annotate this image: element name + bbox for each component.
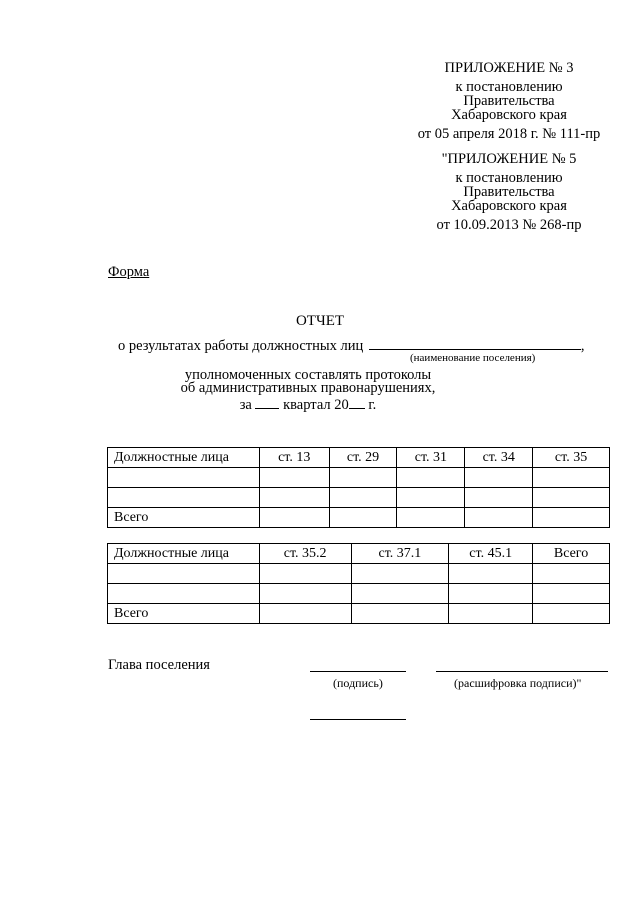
- table-row: [108, 584, 610, 604]
- table-cell[interactable]: [259, 468, 329, 488]
- signature-decode-line[interactable]: [436, 671, 608, 672]
- total-label: Всего: [108, 508, 260, 528]
- table-cell[interactable]: [465, 488, 533, 508]
- column-header: ст. 13: [259, 448, 329, 468]
- table-cell[interactable]: [259, 584, 351, 604]
- table-cell[interactable]: [259, 604, 351, 624]
- table-cell[interactable]: [259, 488, 329, 508]
- table-cell[interactable]: [351, 564, 449, 584]
- signature-decode-caption: (расшифровка подписи)": [454, 676, 582, 690]
- appendix-5-line2: Правительства: [463, 184, 555, 200]
- table-cell[interactable]: [108, 468, 260, 488]
- appendix-5-line3: Хабаровского края: [451, 198, 567, 214]
- appendix-3-line4: от 05 апреля 2018 г. № 111-пр: [417, 126, 601, 142]
- settlement-name-blank[interactable]: [369, 337, 581, 350]
- report-line-1-text: о результатах работы должностных лиц: [118, 338, 364, 354]
- table-cell[interactable]: [108, 564, 260, 584]
- table-cell[interactable]: [533, 584, 610, 604]
- report-line-4-for: за: [239, 397, 252, 413]
- column-header: ст. 37.1: [351, 544, 449, 564]
- table-cell[interactable]: [397, 508, 465, 528]
- table-row: [108, 468, 610, 488]
- quarter-blank[interactable]: [255, 397, 279, 409]
- table-cell[interactable]: [449, 604, 533, 624]
- appendix-5-title: "ПРИЛОЖЕНИЕ № 5: [441, 151, 577, 167]
- year-blank[interactable]: [349, 397, 365, 409]
- appendix-3-title: ПРИЛОЖЕНИЕ № 3: [444, 60, 574, 76]
- table-cell[interactable]: [397, 488, 465, 508]
- table-cell[interactable]: [465, 508, 533, 528]
- table-cell[interactable]: [397, 468, 465, 488]
- table-cell[interactable]: [351, 604, 449, 624]
- table-row: [108, 564, 610, 584]
- table-cell[interactable]: [533, 564, 610, 584]
- table-cell[interactable]: [533, 508, 610, 528]
- table-cell[interactable]: [533, 604, 610, 624]
- column-header: ст. 31: [397, 448, 465, 468]
- column-header: Должностные лица: [108, 544, 260, 564]
- appendix-3-line1: к постановлению: [455, 79, 563, 95]
- table-cell[interactable]: [351, 584, 449, 604]
- column-header: Должностные лица: [108, 448, 260, 468]
- column-header: ст. 45.1: [449, 544, 533, 564]
- table-cell[interactable]: [108, 488, 260, 508]
- signature-line[interactable]: [310, 671, 406, 672]
- column-header: ст. 35.2: [259, 544, 351, 564]
- table-cell[interactable]: [465, 468, 533, 488]
- table-header-row: [108, 544, 610, 564]
- table-cell[interactable]: [533, 488, 610, 508]
- report-line-3: об административных правонарушениях,: [180, 380, 436, 396]
- appendix-5-header: [400, 152, 618, 232]
- report-line-1-comma: ,: [580, 338, 585, 354]
- appendix-3-header: [400, 61, 618, 141]
- appendix-5-line1: к постановлению: [455, 170, 563, 186]
- report-title: ОТЧЕТ: [295, 313, 345, 329]
- table-cell[interactable]: [259, 564, 351, 584]
- table-cell[interactable]: [329, 468, 397, 488]
- column-header: ст. 29: [329, 448, 397, 468]
- total-label: Всего: [108, 604, 260, 624]
- report-line-4-quarter: квартал 20: [283, 397, 349, 413]
- report-line-4-year-suffix: г.: [368, 397, 377, 413]
- table-header-row: [108, 448, 610, 468]
- table-cell[interactable]: [329, 508, 397, 528]
- table-total-row: [108, 508, 610, 528]
- appendix-3-line2: Правительства: [463, 93, 555, 109]
- table-cell[interactable]: [533, 468, 610, 488]
- table-cell[interactable]: [449, 564, 533, 584]
- table-cell[interactable]: [259, 508, 329, 528]
- head-of-settlement-label: Глава поселения: [108, 657, 210, 673]
- column-header: ст. 35: [533, 448, 610, 468]
- settlement-caption: (наименование поселения): [410, 352, 536, 364]
- report-line-4: [0, 397, 628, 412]
- table-total-row: [108, 604, 610, 624]
- separator-line: [310, 719, 406, 720]
- appendix-3-line3: Хабаровского края: [451, 107, 567, 123]
- form-label: Форма: [108, 264, 150, 280]
- appendix-5-line4: от 10.09.2013 № 268-пр: [436, 217, 582, 233]
- table-row: [108, 488, 610, 508]
- column-header: ст. 34: [465, 448, 533, 468]
- report-table-2: [107, 543, 610, 624]
- report-table-1: [107, 447, 610, 528]
- table-cell[interactable]: [108, 584, 260, 604]
- table-cell[interactable]: [329, 488, 397, 508]
- table-cell[interactable]: [449, 584, 533, 604]
- report-line-2: уполномоченных составлять протоколы: [184, 367, 432, 383]
- signature-caption: (подпись): [333, 676, 383, 690]
- column-header: Всего: [533, 544, 610, 564]
